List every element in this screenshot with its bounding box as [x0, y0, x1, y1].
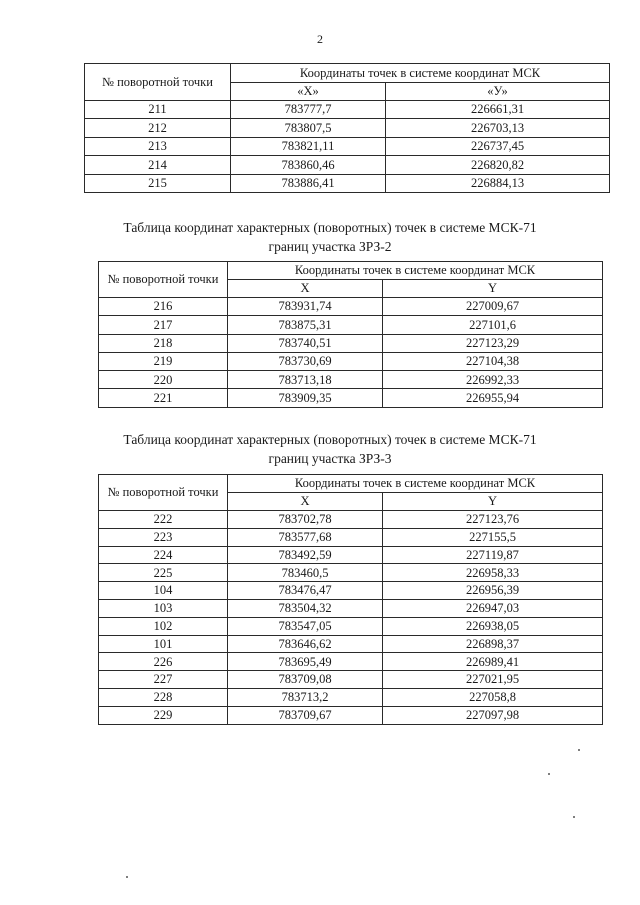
y-coordinate-cell: 227097,98 [383, 706, 603, 724]
point-number-cell: 216 [99, 298, 228, 316]
y-coordinate-cell: 226947,03 [383, 599, 603, 617]
point-number-cell: 226 [99, 653, 228, 671]
header-x: Х [228, 280, 383, 298]
table-row [99, 334, 603, 352]
x-coordinate-cell: 783860,46 [231, 156, 386, 174]
point-number-cell: 218 [99, 334, 228, 352]
point-number-cell: 102 [99, 617, 228, 635]
header-point-number: № поворотной точки [99, 475, 228, 511]
table-row [99, 617, 603, 635]
x-coordinate-cell: 783460,5 [228, 564, 383, 582]
header-coordinates: Координаты точек в системе координат МСК [228, 475, 603, 493]
table-row [99, 653, 603, 671]
y-coordinate-cell: 226737,45 [386, 137, 610, 155]
x-coordinate-cell: 783909,35 [228, 389, 383, 407]
point-number-cell: 221 [99, 389, 228, 407]
table-row [99, 316, 603, 334]
header-y: Y [383, 493, 603, 511]
table-row [85, 119, 610, 137]
point-number-cell: 219 [99, 352, 228, 370]
table-row [99, 688, 603, 706]
x-coordinate-cell: 783646,62 [228, 635, 383, 653]
y-coordinate-cell: 227123,29 [383, 334, 603, 352]
y-coordinate-cell: 226938,05 [383, 617, 603, 635]
point-number-cell: 224 [99, 546, 228, 564]
y-coordinate-cell: 227021,95 [383, 671, 603, 689]
y-coordinate-cell: 226955,94 [383, 389, 603, 407]
scan-speck [573, 816, 575, 818]
y-coordinate-cell: 227155,5 [383, 528, 603, 546]
table-row [85, 101, 610, 119]
caption-line: границ участка ЗРЗ-3 [268, 451, 392, 466]
header-coordinates: Координаты точек в системе координат МСК [228, 262, 603, 280]
scan-speck [578, 749, 580, 751]
table-header-row [99, 262, 603, 280]
y-coordinate-cell: 226898,37 [383, 635, 603, 653]
point-number-cell: 220 [99, 371, 228, 389]
table-row [99, 635, 603, 653]
table-row [99, 371, 603, 389]
header-y: «У» [386, 82, 610, 101]
y-coordinate-cell: 227009,67 [383, 298, 603, 316]
x-coordinate-cell: 783577,68 [228, 528, 383, 546]
table-row [99, 671, 603, 689]
header-x: «Х» [231, 82, 386, 101]
table-body [85, 64, 610, 193]
table-row [99, 582, 603, 600]
table-row [99, 352, 603, 370]
y-coordinate-cell: 227101,6 [383, 316, 603, 334]
table-row [99, 546, 603, 564]
y-coordinate-cell: 227058,8 [383, 688, 603, 706]
point-number-cell: 229 [99, 706, 228, 724]
point-number-cell: 211 [85, 101, 231, 119]
x-coordinate-cell: 783740,51 [228, 334, 383, 352]
scan-speck [126, 876, 128, 878]
page-number: 2 [317, 32, 323, 46]
point-number-cell: 222 [99, 511, 228, 529]
header-y: Y [383, 280, 603, 298]
point-number-cell: 101 [99, 635, 228, 653]
y-coordinate-cell: 226958,33 [383, 564, 603, 582]
point-number-cell: 228 [99, 688, 228, 706]
table-row [85, 137, 610, 155]
point-number-cell: 104 [99, 582, 228, 600]
table-row [99, 389, 603, 407]
x-coordinate-cell: 783709,08 [228, 671, 383, 689]
table-row [85, 174, 610, 192]
table-row [99, 599, 603, 617]
y-coordinate-cell: 226992,33 [383, 371, 603, 389]
y-coordinate-cell: 226661,31 [386, 101, 610, 119]
table-caption-zrz-2 [60, 218, 600, 256]
point-number-cell: 103 [99, 599, 228, 617]
table-row [99, 706, 603, 724]
table-row [99, 528, 603, 546]
table-row [85, 156, 610, 174]
y-coordinate-cell: 226703,13 [386, 119, 610, 137]
header-coordinates: Координаты точек в системе координат МСК [231, 64, 610, 83]
table-row [99, 298, 603, 316]
x-coordinate-cell: 783702,78 [228, 511, 383, 529]
caption-line: Таблица координат характерных (поворотных) точек в системе МСК-71 [123, 432, 537, 447]
x-coordinate-cell: 783713,2 [228, 688, 383, 706]
point-number-cell: 214 [85, 156, 231, 174]
y-coordinate-cell: 226956,39 [383, 582, 603, 600]
x-coordinate-cell: 783476,47 [228, 582, 383, 600]
y-coordinate-cell: 227119,87 [383, 546, 603, 564]
y-coordinate-cell: 226820,82 [386, 156, 610, 174]
table-header-row [99, 475, 603, 493]
x-coordinate-cell: 783777,7 [231, 101, 386, 119]
x-coordinate-cell: 783709,67 [228, 706, 383, 724]
point-number-cell: 223 [99, 528, 228, 546]
x-coordinate-cell: 783886,41 [231, 174, 386, 192]
x-coordinate-cell: 783931,74 [228, 298, 383, 316]
x-coordinate-cell: 783504,32 [228, 599, 383, 617]
point-number-cell: 227 [99, 671, 228, 689]
table-row [99, 511, 603, 529]
x-coordinate-cell: 783875,31 [228, 316, 383, 334]
point-number-cell: 215 [85, 174, 231, 192]
x-coordinate-cell: 783821,11 [231, 137, 386, 155]
coordinates-table-zrz-2 [98, 261, 603, 408]
x-coordinate-cell: 783695,49 [228, 653, 383, 671]
caption-line: Таблица координат характерных (поворотных) точек в системе МСК-71 [123, 220, 537, 235]
x-coordinate-cell: 783547,05 [228, 617, 383, 635]
header-point-number: № поворотной точки [99, 262, 228, 298]
x-coordinate-cell: 783807,5 [231, 119, 386, 137]
table-body [99, 475, 603, 725]
point-number-cell: 217 [99, 316, 228, 334]
point-number-cell: 212 [85, 119, 231, 137]
table-header-row [85, 64, 610, 83]
point-number-cell: 225 [99, 564, 228, 582]
coordinates-table-1 [84, 63, 610, 193]
coordinates-table-zrz-3 [98, 474, 603, 725]
table-caption-zrz-3 [60, 430, 600, 468]
x-coordinate-cell: 783730,69 [228, 352, 383, 370]
y-coordinate-cell: 226884,13 [386, 174, 610, 192]
x-coordinate-cell: 783713,18 [228, 371, 383, 389]
y-coordinate-cell: 226989,41 [383, 653, 603, 671]
table-row [99, 564, 603, 582]
y-coordinate-cell: 227123,76 [383, 511, 603, 529]
header-x: Х [228, 493, 383, 511]
caption-line: границ участка ЗРЗ-2 [268, 239, 392, 254]
y-coordinate-cell: 227104,38 [383, 352, 603, 370]
x-coordinate-cell: 783492,59 [228, 546, 383, 564]
scan-speck [548, 773, 550, 775]
table-body [99, 262, 603, 408]
header-point-number: № поворотной точки [85, 64, 231, 101]
point-number-cell: 213 [85, 137, 231, 155]
